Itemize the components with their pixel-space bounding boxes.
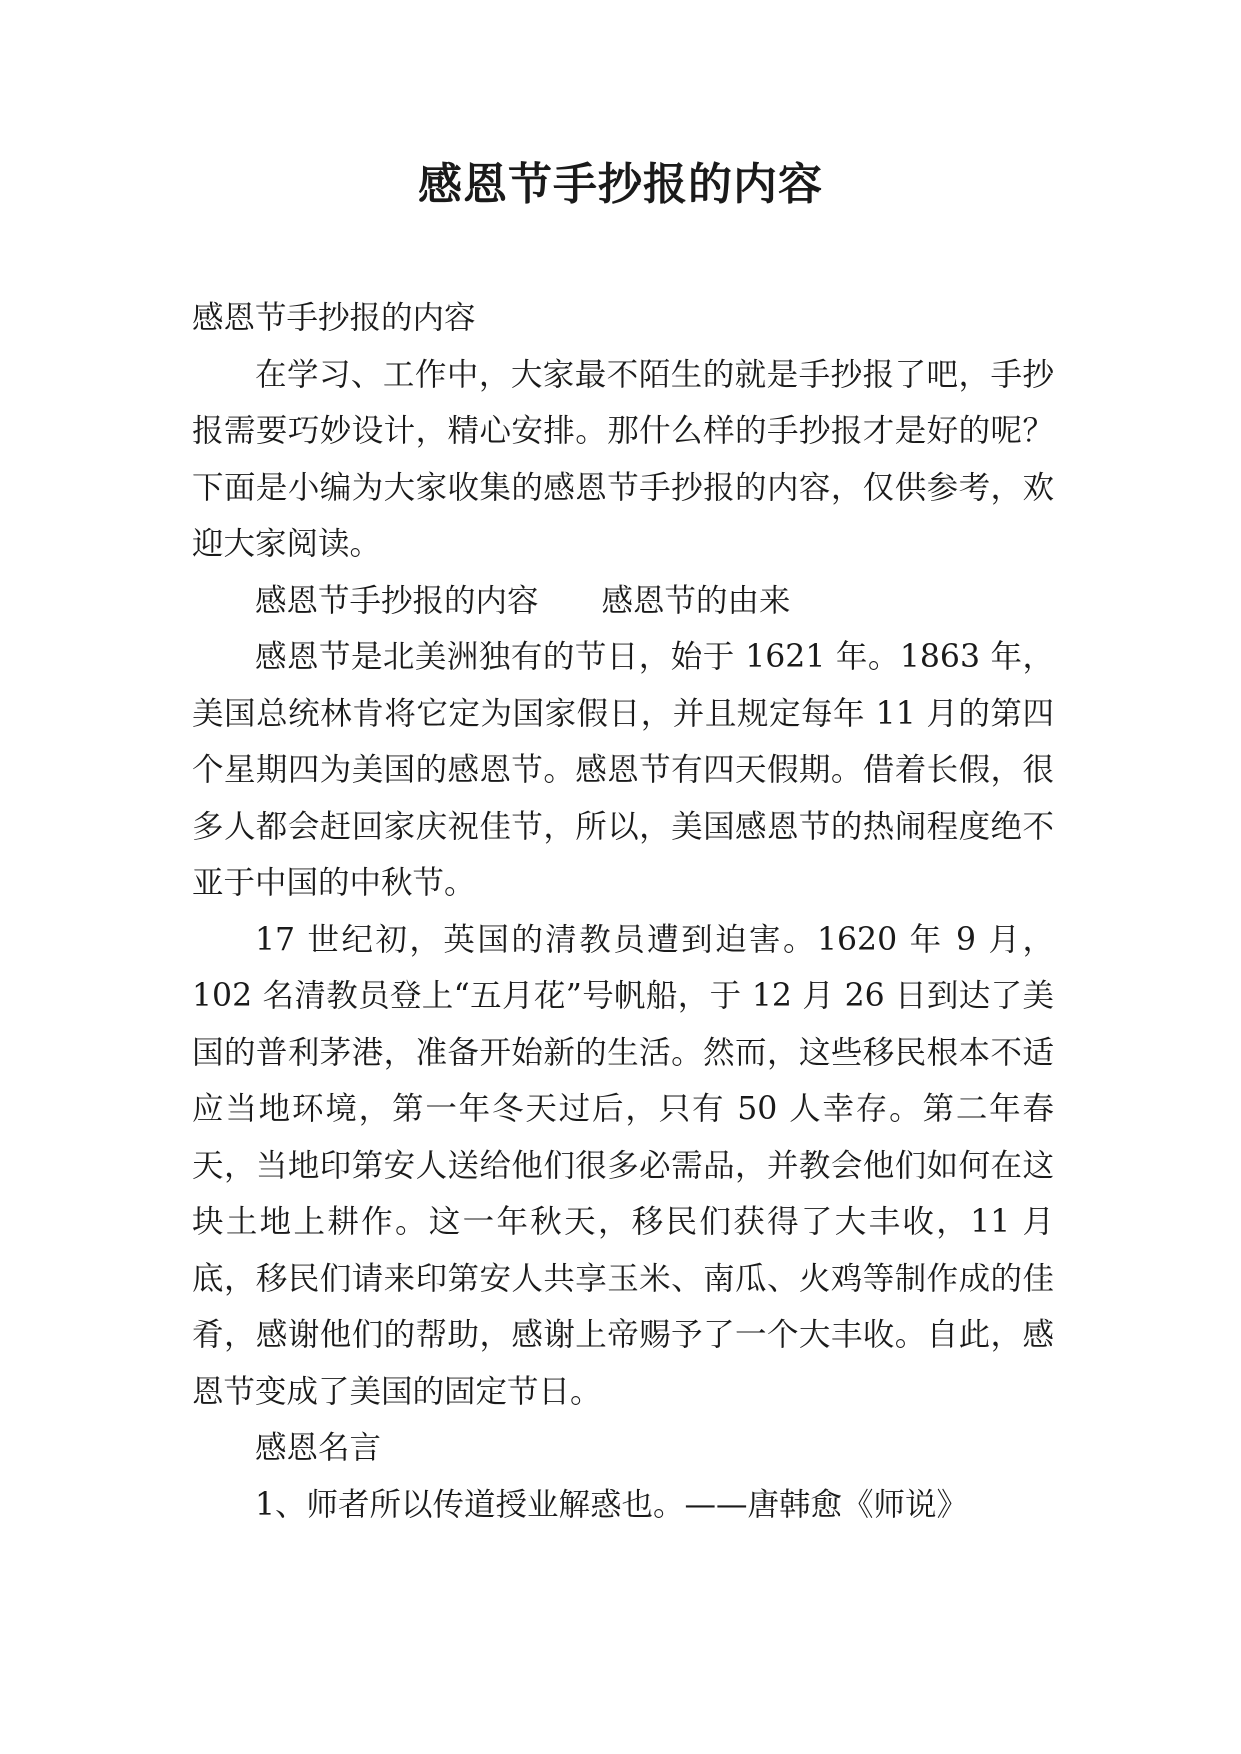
section-heading-origin: 感恩节手抄报的内容 感恩节的由来 [255, 582, 791, 619]
origin-paragraph: 感恩节是北美洲独有的节日，始于 1621 年。1863 年，美国总统林肯将它定为国家假日，并且规定每年 11 月的第四个星期四为美国的感恩节。感恩节有四天假期。借着长假，很多人都会赶回家庆祝佳节，所以，美国感恩节的热闹程度绝不亚于中国的中秋节。 [192, 639, 1054, 901]
section-heading-quotes: 感恩名言 [255, 1430, 382, 1466]
intro-paragraph: 在学习、工作中，大家最不陌生的就是手抄报了吧，手抄报需要巧妙设计，精心安排。那什么样的手抄报才是好的呢？下面是小编为大家收集的感恩节手抄报的内容，仅供参考，欢迎大家阅读。 [192, 356, 1054, 562]
quote-item: 1、师者所以传道授业解惑也。——唐韩愈《师说》 [255, 1486, 969, 1523]
subtitle-paragraph: 感恩节手抄报的内容 [192, 300, 476, 336]
document-title: 感恩节手抄报的内容 [418, 159, 823, 210]
history-paragraph: 17 世纪初，英国的清教员遭到迫害。1620 年 9 月，102 名清教员登上“五月花”号帆船，于 12 月 26 日到达了美国的普利茅港，准备开始新的生活。然而，这些移民根本不适应当地环境，第一年冬天过后，只有 50 人幸存。第二年春天，当地印第安人送给他们很多必需品，并教会他们如何在这块土地上耕作。这一年秋天，移民们获得了大丰收，11 月底，移民们请来印第安人共享玉米、南瓜、火鸡等制作成的佳肴，感谢他们的帮助，感谢上帝赐予了一个大丰收。自此，感恩节变成了美国的固定节日。 [192, 921, 1054, 1410]
document-body [192, 290, 1054, 1533]
